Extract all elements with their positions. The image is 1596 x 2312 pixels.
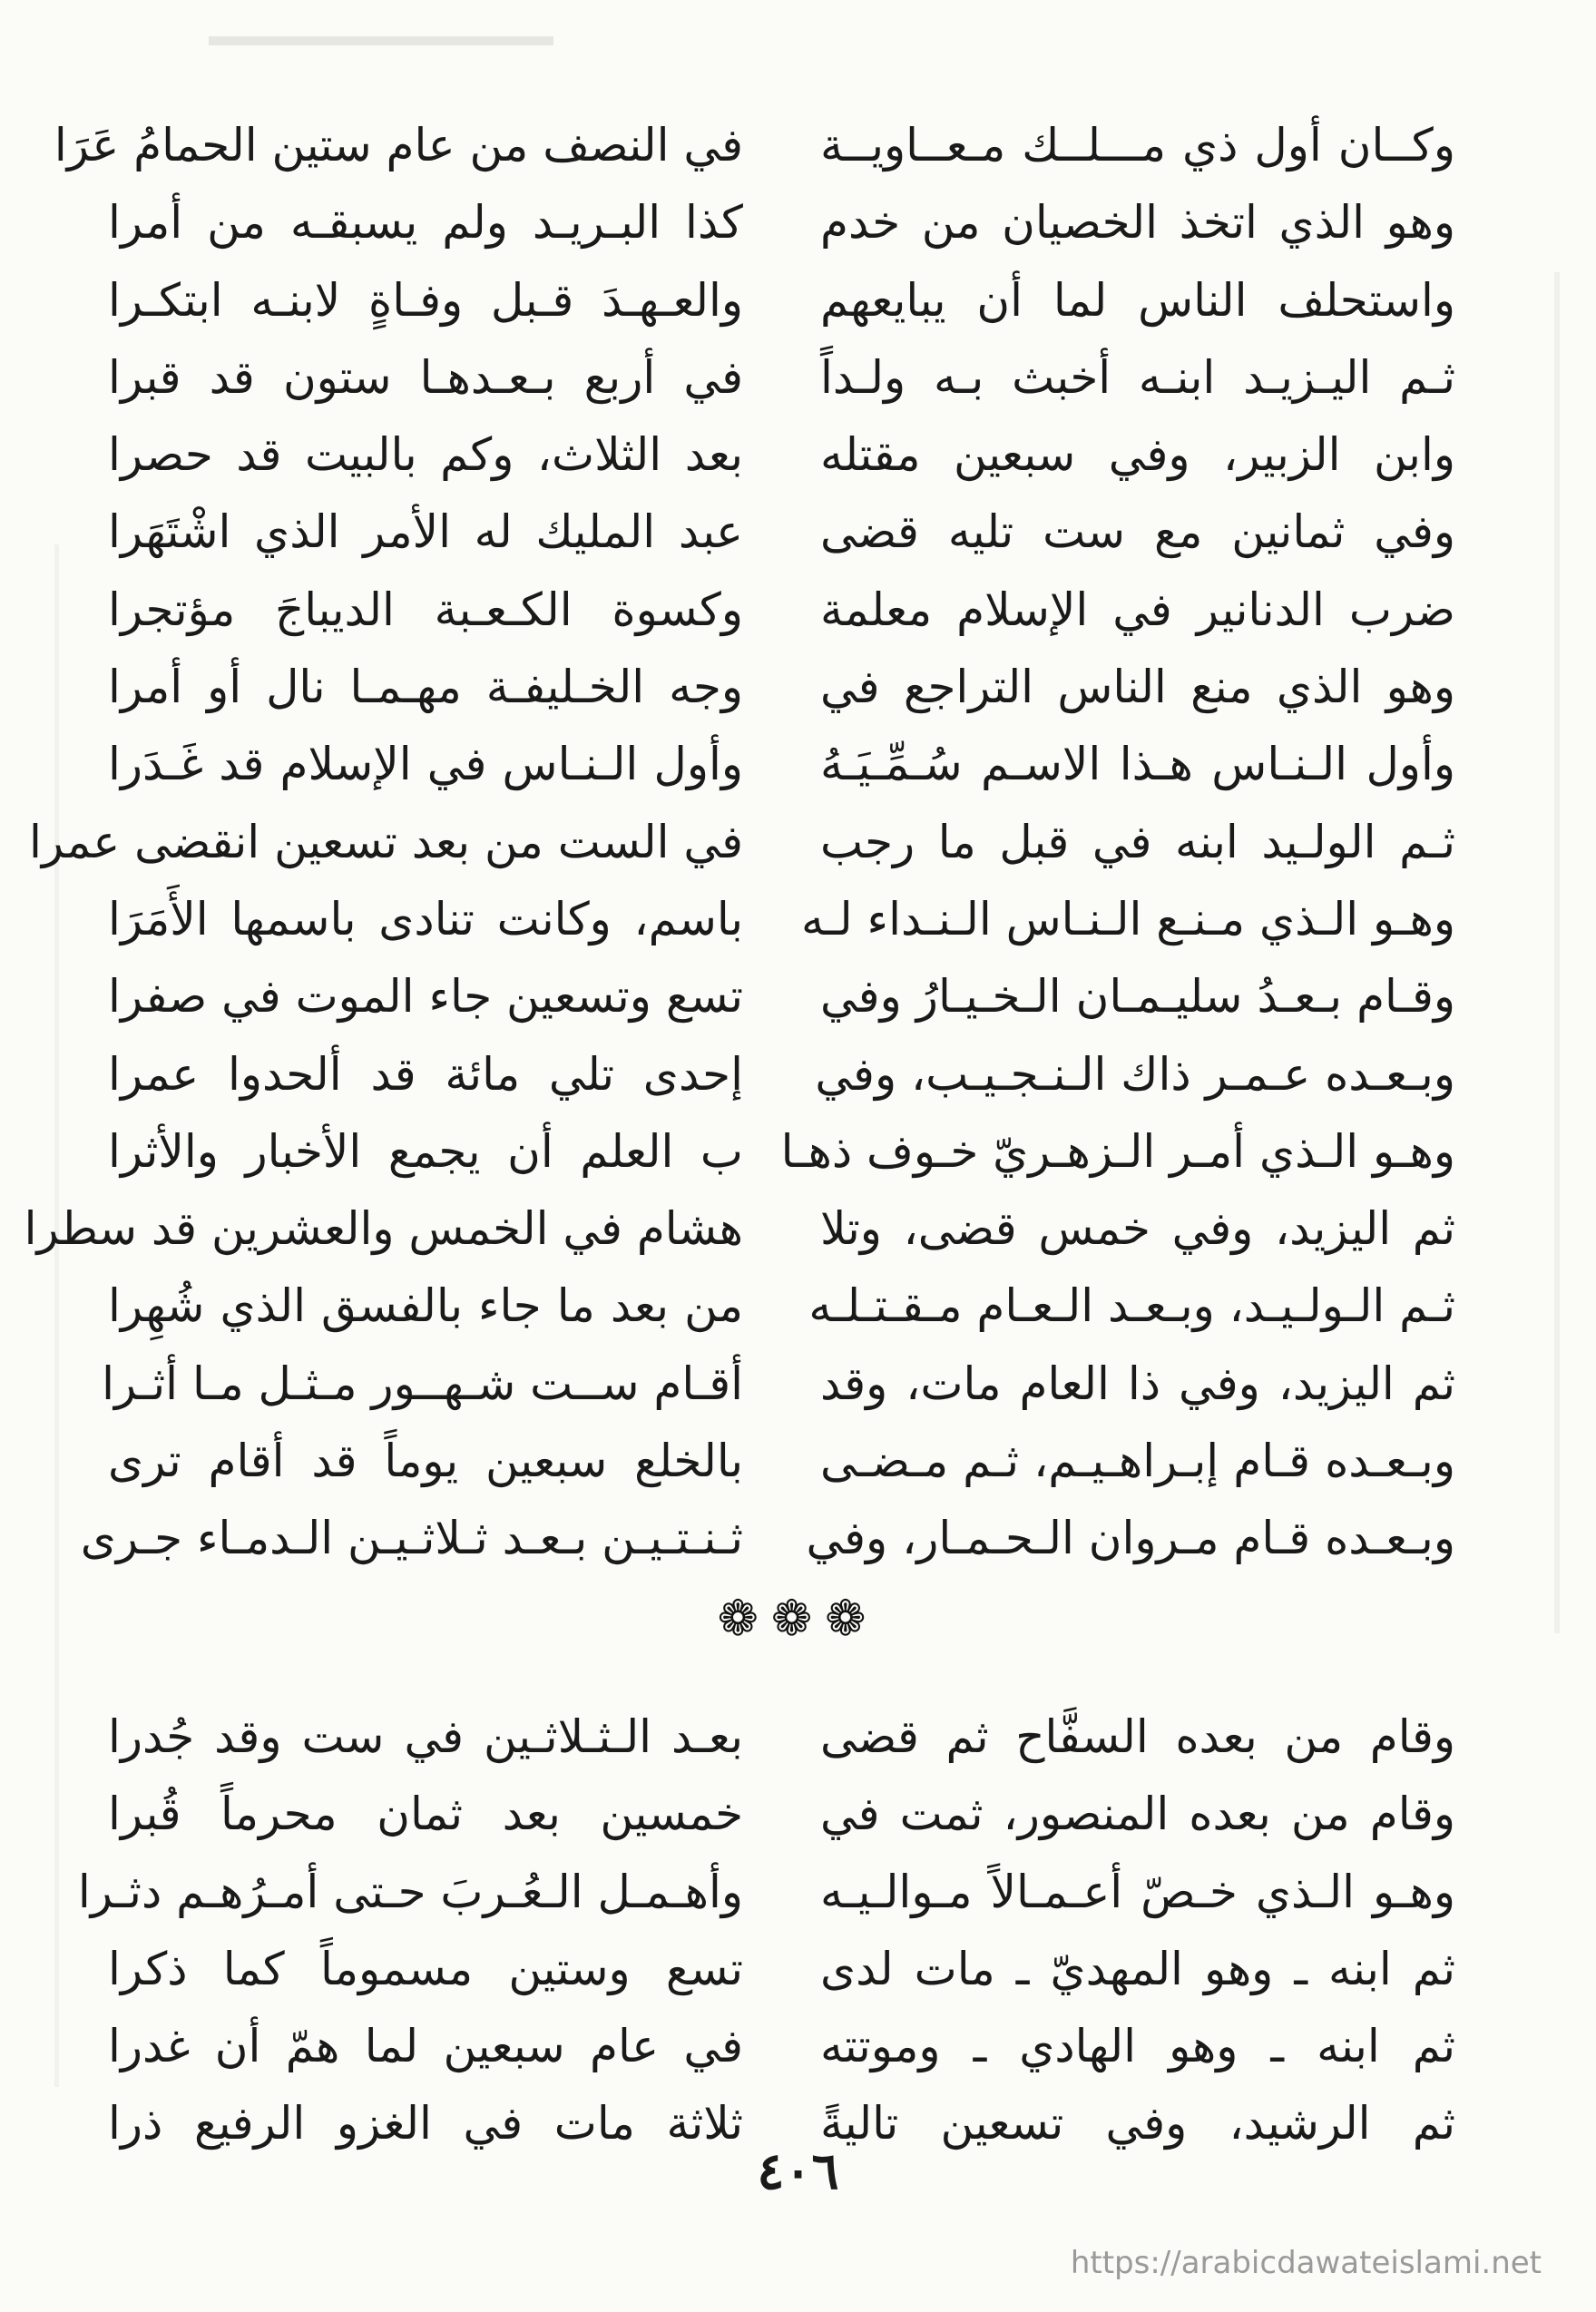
- first-hemistich: وهو الذي منع الناس التراجع في: [820, 661, 1455, 714]
- verse-line: [0, 1500, 1596, 1577]
- poem-section-top: [0, 107, 1596, 1578]
- second-hemistich: وكسوة الكـعـبة الديباجَ مؤتجرا: [108, 583, 743, 636]
- verse-line: [0, 1268, 1596, 1345]
- second-hemistich: كذا البـريـد ولم يسبقـه من أمرا: [108, 196, 743, 250]
- first-hemistich: وهـو الـذي خـصّ أعـمـالاً مـوالـيـه: [820, 1865, 1455, 1918]
- poem-section-bottom: [0, 1699, 1596, 2163]
- scan-noise-top: [209, 36, 553, 45]
- second-hemistich: في أربع بـعـدهـا ستون قد قبرا: [108, 350, 743, 404]
- verse-line: [0, 649, 1596, 726]
- first-hemistich: وكــان أول ذي مـــلــك مـعــاويــة: [820, 119, 1455, 171]
- first-hemistich: وبـعـده عـمـر ذاك الـنـجـيـب، وفي: [815, 1047, 1455, 1101]
- first-hemistich: ثـم الولـيد ابنه في قبل ما رجب: [820, 815, 1455, 868]
- first-hemistich: ثم ابنه ـ وهو المهديّ ـ مات لدى: [820, 1942, 1455, 1995]
- verse-line: [0, 494, 1596, 571]
- second-hemistich: بعـد الـثـلاثـين في ست وقد جُدرا: [108, 1710, 743, 1763]
- first-hemistich: وهو الذي اتخذ الخصيان من خدم: [820, 196, 1455, 250]
- second-hemistich: إحدى تلي مائة قد ألحدوا عمرا: [108, 1047, 743, 1101]
- second-hemistich: وجه الخـليفـة مهـمـا نال أو أمرا: [108, 661, 743, 714]
- verse-line: [0, 1854, 1596, 1931]
- second-hemistich: في الست من بعد تسعين انقضى عمرا: [28, 815, 743, 868]
- second-hemistich: ثـنـتـيـن بـعـد ثـلاثـيـن الـدمـاء جـرى: [80, 1512, 743, 1565]
- second-hemistich: أقـام ســت شـهــور مـثـل مـا أثـرا: [102, 1357, 743, 1410]
- second-hemistich: والعـهـدَ قـبل وفـاةٍ لابنـه ابتكـرا: [108, 273, 743, 327]
- second-hemistich: عبد المليك له الأمر الذي اشْتَهَرا: [108, 505, 743, 559]
- verse-line: [0, 726, 1596, 803]
- first-hemistich: ثم الرشيد، وفي تسعين تاليةً: [820, 2097, 1455, 2150]
- page-number: ٤٠٦: [757, 2141, 839, 2201]
- first-hemistich: وهـو الـذي مـنـع الـنـاس الـنـداء لـه: [800, 892, 1455, 945]
- first-hemistich: ثـم الـولـيـد، وبـعـد الـعـام مـقـتـلـه: [808, 1279, 1455, 1333]
- verse-line: [0, 1423, 1596, 1500]
- verse-line: [0, 881, 1596, 958]
- verse-line: [0, 572, 1596, 649]
- first-hemistich: وهـو الـذي أمـر الـزهـريّ خـوف ذهـا: [780, 1124, 1455, 1178]
- second-hemistich: تسع وتسعين جاء الموت في صفرا: [108, 970, 743, 1024]
- verse-line: [0, 184, 1596, 261]
- verse-line: [0, 107, 1596, 184]
- second-hemistich: ثلاثة مات في الغزو الرفيع ذرا: [108, 2097, 743, 2150]
- verse-line: [0, 804, 1596, 881]
- first-hemistich: واستحلف الناس لما أن يبايعهم: [820, 273, 1455, 327]
- second-hemistich: ب العلم أن يجمع الأخبار والأثرا: [108, 1124, 743, 1178]
- first-hemistich: وقـام بـعـدُ سليـمـان الـخـيـارُ وفي: [820, 970, 1455, 1024]
- first-hemistich: ثـم اليـزيـد ابنـه أخبث بـه ولـداً: [820, 350, 1455, 404]
- second-hemistich: وأهـمـل الـعُـربَ حـتى أمـرُهـم دثـرا: [77, 1865, 743, 1918]
- verse-line: [0, 1776, 1596, 1853]
- second-hemistich: تسع وستين مسموماً كما ذكرا: [108, 1942, 743, 1995]
- first-hemistich: وقام من بعده السفَّاح ثم قضى: [820, 1710, 1455, 1763]
- verse-line: [0, 2008, 1596, 2085]
- section-divider-ornament: ❁❁❁: [717, 1590, 879, 1647]
- second-hemistich: من بعد ما جاء بالفسق الذي شُهِرا: [108, 1279, 743, 1333]
- second-hemistich: وأول الـنـاس في الإسلام قد غَـدَرا: [108, 738, 743, 791]
- verse-line: [0, 416, 1596, 494]
- verse-line: [0, 1931, 1596, 2008]
- verse-line: [0, 1036, 1596, 1113]
- verse-line: [0, 339, 1596, 416]
- first-hemistich: وابن الزبير، وفي سبعين مقتله: [820, 428, 1455, 482]
- first-hemistich: ثم اليزيد، وفي ذا العام مات، وقد: [820, 1357, 1455, 1410]
- verse-line: [0, 1190, 1596, 1268]
- second-hemistich: في عام سبعين لما همّ أن غدرا: [108, 2020, 743, 2073]
- verse-line: [0, 1699, 1596, 1776]
- first-hemistich: وبـعـده قـام إبـراهـيـم، ثـم مـضـى: [820, 1435, 1455, 1488]
- first-hemistich: وأول الـنـاس هـذا الاسـم سُـمِّـيَـهُ: [820, 738, 1455, 791]
- verse-line: [0, 1113, 1596, 1190]
- second-hemistich: خمسين بعد ثمان محرماً قُبرا: [108, 1788, 743, 1841]
- second-hemistich: بعد الثلاث، وكم بالبيت قد حصرا: [108, 428, 743, 482]
- first-hemistich: وقام من بعده المنصور، ثمت في: [820, 1788, 1455, 1841]
- source-watermark: https://arabicdawateislami.net: [1070, 2245, 1542, 2281]
- verse-line: [0, 1346, 1596, 1423]
- first-hemistich: ثم اليزيد، وفي خمس قضى، وتلا: [820, 1202, 1455, 1256]
- first-hemistich: وفي ثمانين مع ست تليه قضى: [820, 505, 1455, 559]
- first-hemistich: ضرب الدنانير في الإسلام معلمة: [820, 583, 1455, 636]
- verse-line: [0, 262, 1596, 339]
- second-hemistich: باسم، وكانت تنادى باسمها الأَمَرَا: [108, 892, 743, 945]
- first-hemistich: ثم ابنه ـ وهو الهادي ـ وموتته: [820, 2020, 1455, 2073]
- second-hemistich: هشام في الخمس والعشرين قد سطرا: [24, 1202, 743, 1256]
- second-hemistich: في النصف من عام ستين الحمامُ عَرَا: [54, 119, 743, 171]
- second-hemistich: بالخلع سبعين يوماً قد أقام ترى: [108, 1435, 743, 1488]
- verse-line: [0, 958, 1596, 1035]
- first-hemistich: وبـعـده قـام مـروان الـحـمـار، وفي: [806, 1512, 1455, 1565]
